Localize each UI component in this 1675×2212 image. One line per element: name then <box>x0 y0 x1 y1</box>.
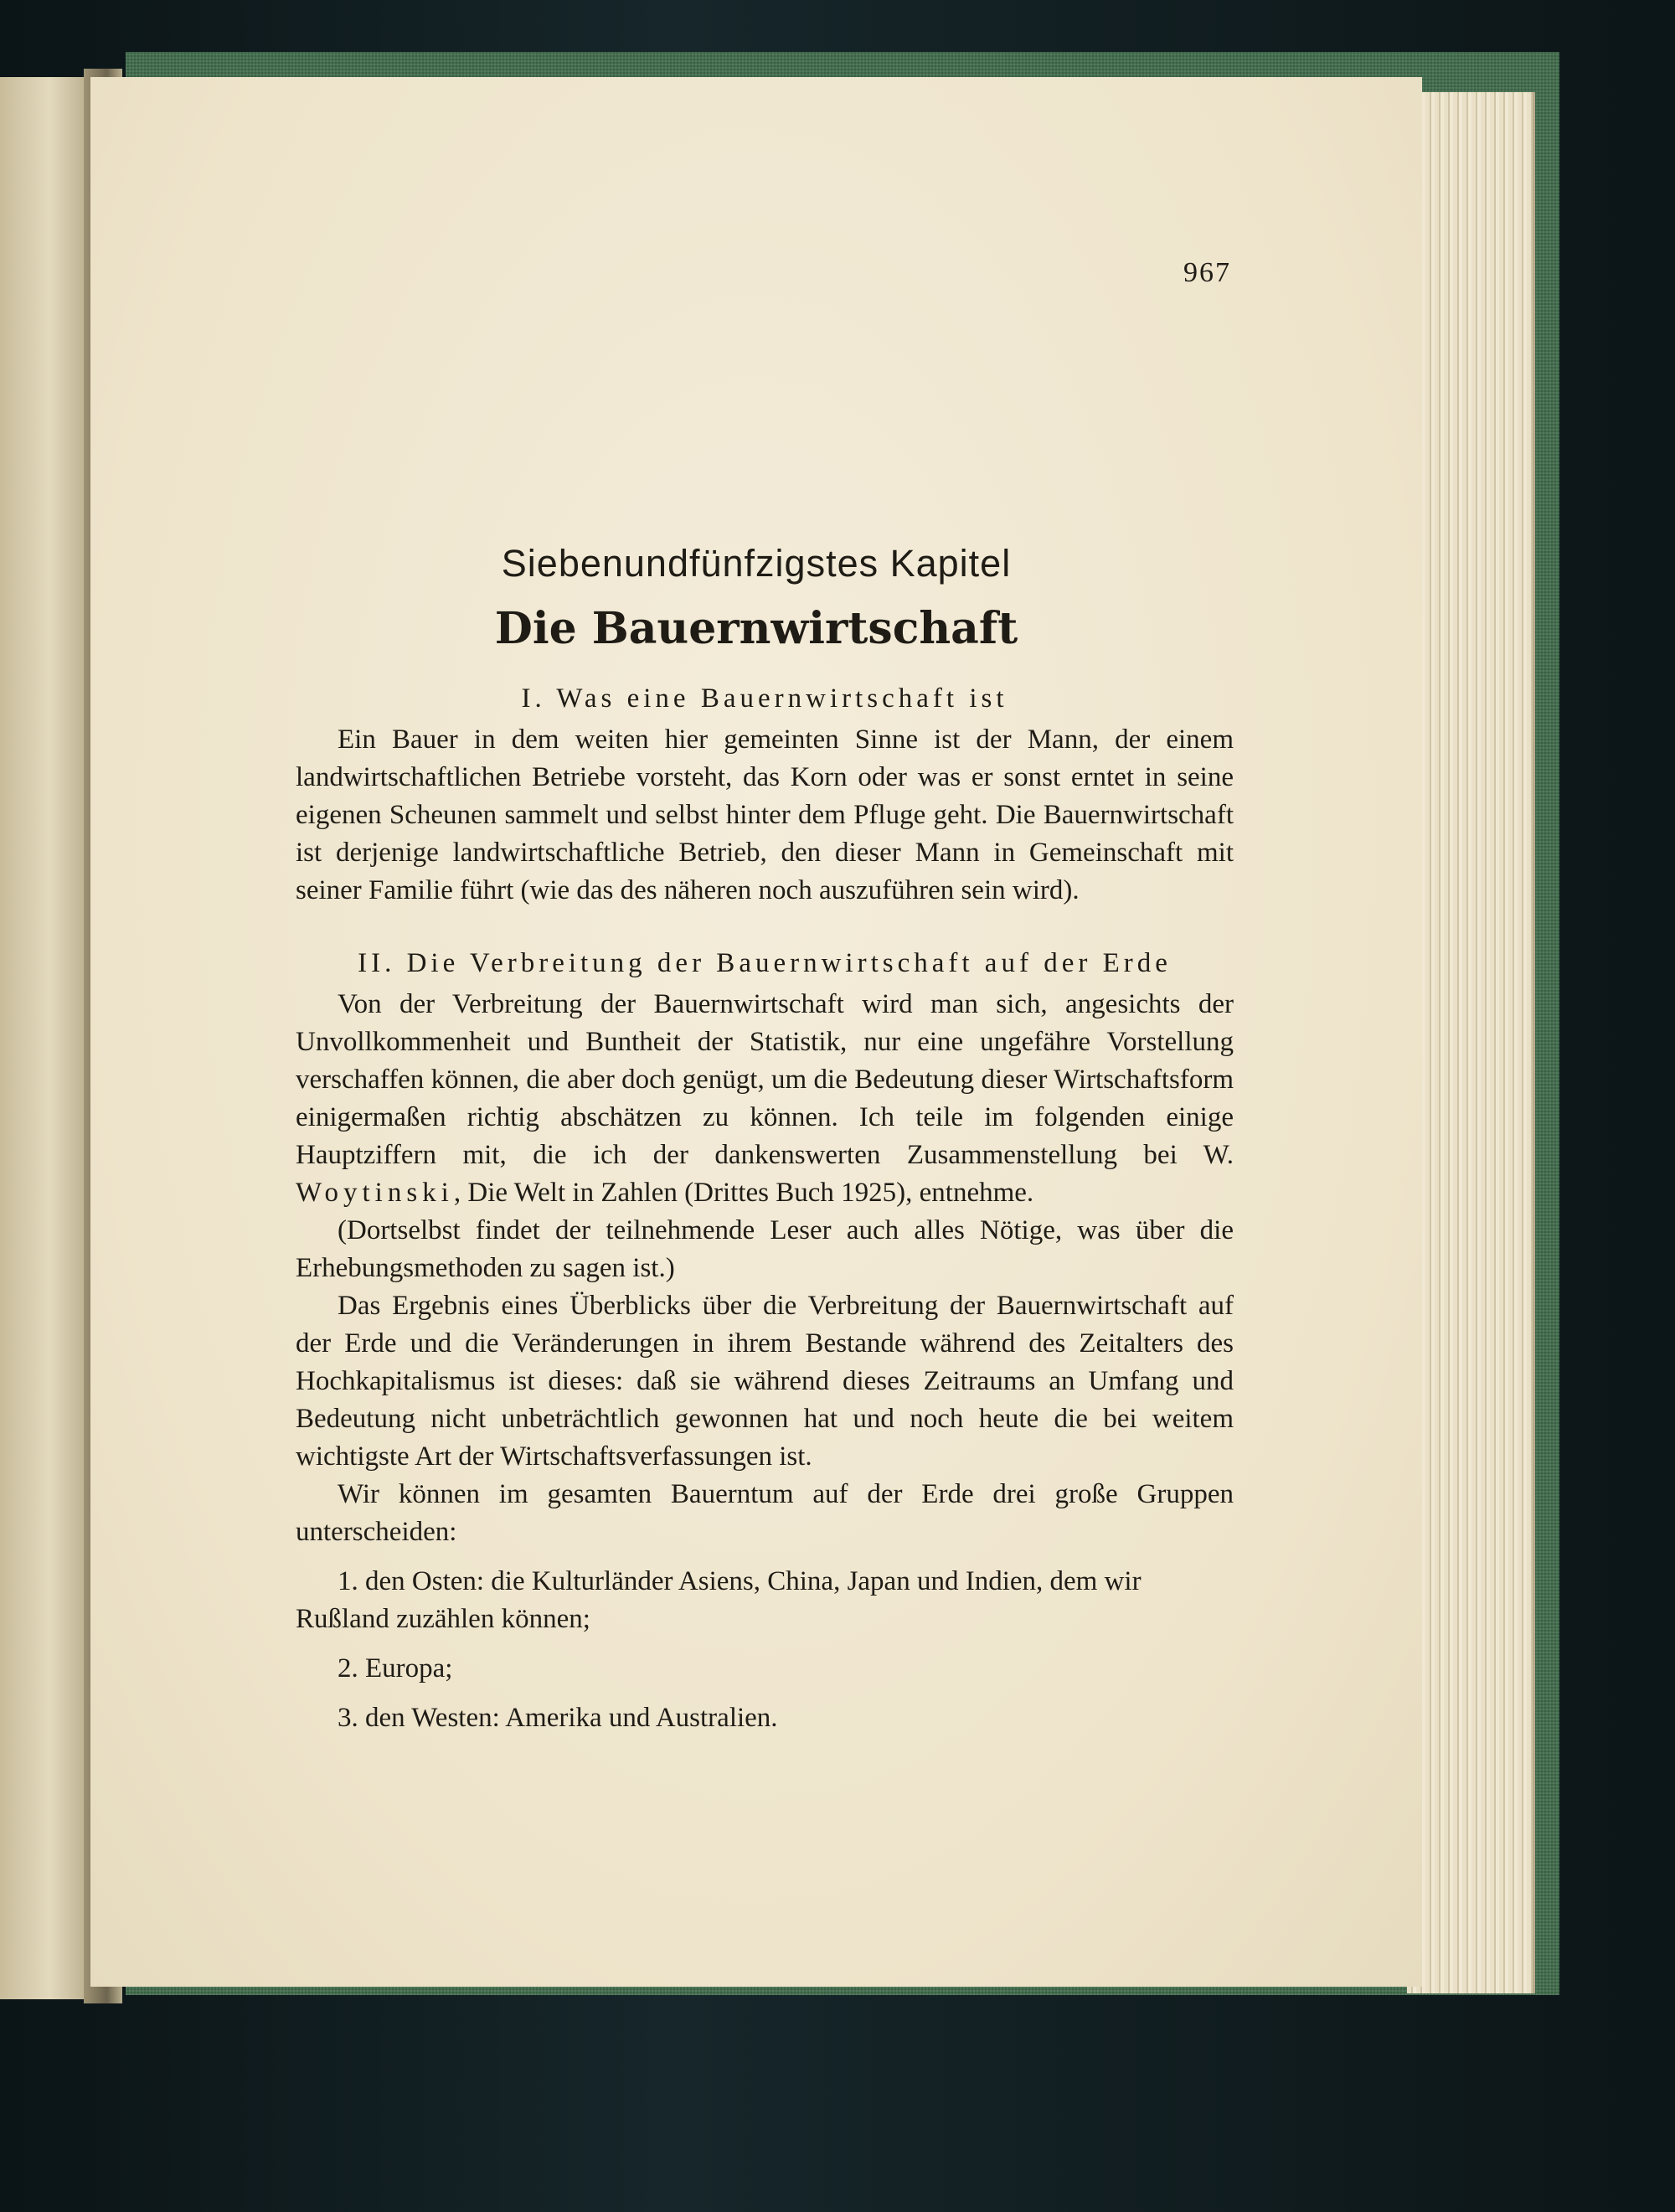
chapter-label: Siebenundfünfzigstes Kapitel <box>501 542 1012 585</box>
book-page <box>90 77 1422 1987</box>
paragraph <box>296 986 1234 1212</box>
left-page-edge <box>0 77 90 1999</box>
page-block-edges <box>1407 92 1535 1993</box>
paragraph: (Dortselbst findet der teilnehmende Leser auch alles Nötige, was über die Erhebungsmethoden zu sagen ist.) <box>296 1215 1234 1283</box>
page-body <box>296 680 1234 1737</box>
paragraph-text: Von der Verbreitung der Bauernwirtschaft wird man sich, angesichts der Unvollkommenheit und Buntheit der Statistik, nur eine ungefähre Vorstellung verschaffen können, die aber doch genügt, um die Bedeutung dieser Wirtschaftsform einigermaßen richtig abschätzen zu können. Ich teile im folgenden einige Hauptziffern mit, die ich der dankenswerten Zusammenstellung bei W. <box>296 989 1234 1170</box>
list-item: 3. den Westen: Amerika und Australien. <box>338 1703 778 1733</box>
chapter-title: Die Bauernwirtschaft <box>494 603 1018 654</box>
section-heading-2: II. Die Verbreitung der Bauernwirtschaft auf der Erde <box>358 948 1172 978</box>
author-name: Woytinski <box>296 1178 454 1208</box>
section-heading-1: I. Was eine Bauernwirtschaft ist <box>521 683 1008 714</box>
page-number: 967 <box>1183 257 1231 288</box>
paragraph: Wir können im gesamten Bauerntum auf der Erde drei große Gruppen unterscheiden: <box>296 1479 1234 1547</box>
list-item: 1. den Osten: die Kulturländer Asiens, China, Japan und Indien, dem wir Rußland zuzählen können; <box>296 1566 1142 1634</box>
paragraph-text: , Die Welt in Zahlen (Drittes Buch 1925), entnehme. <box>453 1178 1034 1208</box>
paragraph: Ein Bauer in dem weiten hier gemeinten Sinne ist der Mann, der einem landwirtschaftlichen Betriebe vorsteht, das Korn oder was er sonst erntet in seine eigenen Scheunen sammelt und selbst hinter dem Pfluge geht. Die Bauernwirtschaft ist derjenige landwirtschaftliche Betrieb, den dieser Mann in Gemeinschaft mit seiner Familie führt (wie das des näheren noch auszuführen sein wird). <box>296 724 1234 905</box>
paragraph: Das Ergebnis eines Überblicks über die Verbreitung der Bauernwirtschaft auf der Erde und die Veränderungen in ihrem Bestande während des Zeitalters des Hochkapitalismus ist dieses: daß sie während dieses Zeitraums an Umfang und Bedeutung nicht unbeträchtlich gewonnen hat und noch heute die bei weitem wichtigste Art der Wirtschaftsverfassungen ist. <box>296 1291 1234 1472</box>
list-item: 2. Europa; <box>338 1653 453 1683</box>
